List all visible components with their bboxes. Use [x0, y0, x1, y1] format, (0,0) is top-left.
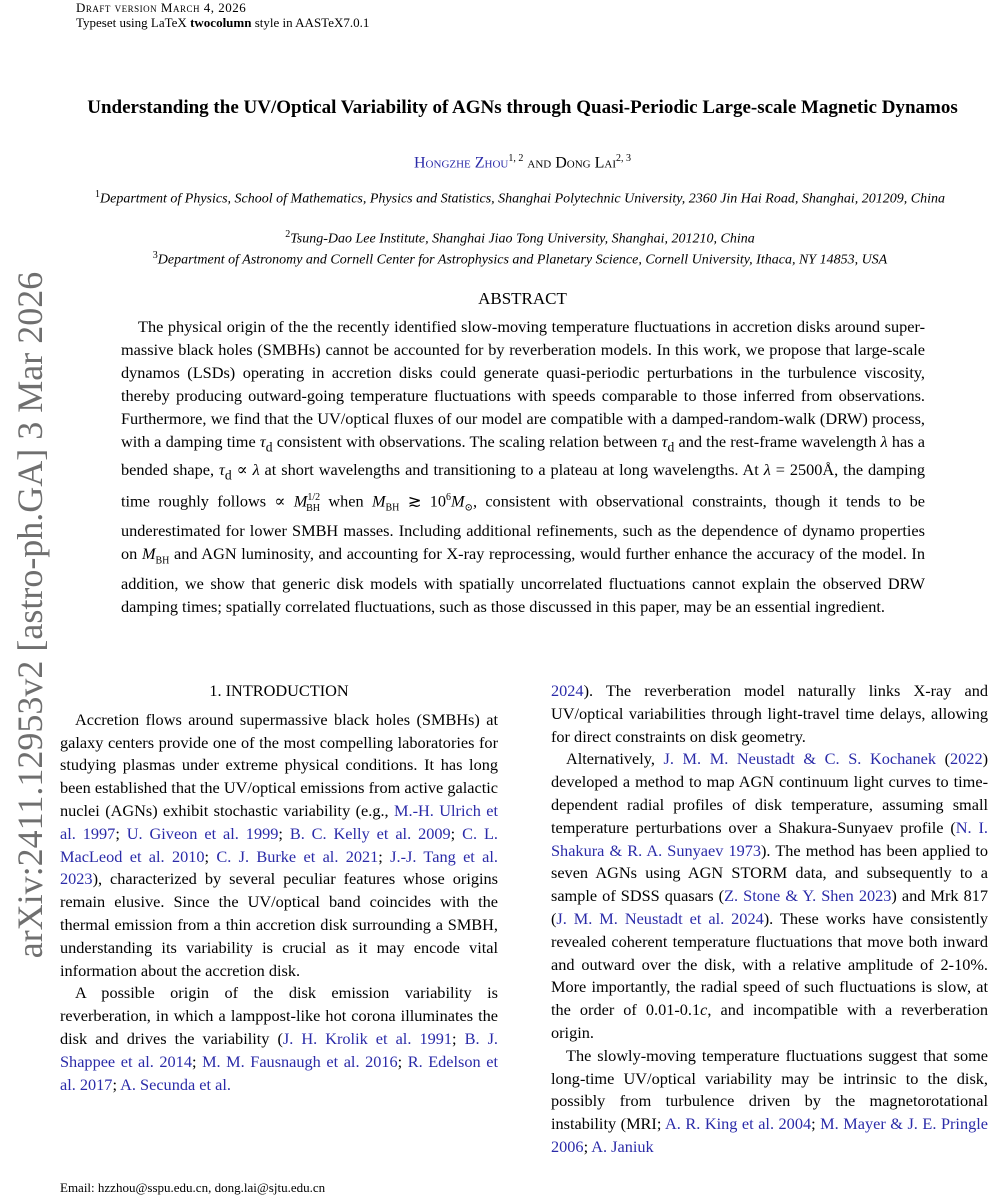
section-heading-introduction: 1. INTRODUCTION — [209, 681, 349, 700]
citation-link[interactable]: B. J. Shappee et al. 2014 — [60, 1028, 498, 1071]
citation-link[interactable]: N. I. Shakura & R. A. Sunyaev 1973 — [551, 817, 989, 860]
citation-link[interactable]: Z. Stone & Y. Shen 2023 — [724, 886, 892, 906]
abstract-heading: ABSTRACT — [478, 289, 567, 308]
citation-link[interactable]: J. H. Krolik et al. 1991 — [282, 1028, 453, 1048]
citation-link[interactable]: U. Giveon et al. 1999 — [126, 823, 279, 843]
abstract-body: The physical origin of the the recently identified slow-moving temperature fluctuations in accretion disks around super-massive black holes (SMBHs) cannot be accounted for by reverberation models. In this work, we propose that large-scale dynamos (LSDs) operating in accretion disks could generate quasi-periodic perturbations in the turbulence viscosity, thereby producing outward-going temperature fluctuations with speeds comparable to those inferred from observations. Furthermore, we find that the UV/optical fluxes of our model are compatible with a damped-random-walk (DRW) process, with a damping time $\tau_d$ consistent with observations. The scaling relation between $\tau_d$ and the rest-frame wavelength λ has a bended shape, $\tau_d \propto \lambda$ at short wavelengths and transitioning to a plateau at long wavelengths. At λ = 2500Å, the damping time roughly follows ∝ $M^{1/2}_{BH}$ when $M_{BH}$ ≳ $10^6M_⊙$, consistent with observational constraints, though it tends to be underestimated for lower SMBH masses. Including additional refinements, such as the dependence of dynamo properties on $M_{BH}$ and AGN luminosity, and accounting for X-ray reprocessing, would further enhance the accuracy of the model. In addition, we show that generic disk models with spatially uncorrelated fluctuations cannot explain the observed DRW damping times; spatially correlated fluctuations, such as those discussed in this paper, may be an essential ingredient. — [121, 317, 925, 617]
author-name: Dong Lai — [555, 154, 616, 172]
citation-link[interactable]: A. R. King et al. 2004 — [665, 1114, 812, 1134]
affiliation-3: $^3$Department of Astronomy and Cornell Center for Astrophysics and Planetary Science, Cornell University, Ithaca, NY 14853, USA — [152, 250, 888, 268]
citation-link[interactable]: J. M. M. Neustadt et al. 2024 — [556, 908, 764, 928]
citation-link[interactable]: J. M. M. Neustadt & C. S. Kochanek — [663, 749, 936, 769]
intro-paragraph-2-continued: 2024). The reverberation model naturally links X-ray and UV/optical variabilities through light-travel time delays, allowing for direct constraints on disk geometry. — [551, 681, 988, 746]
intro-paragraph-1: Accretion flows around supermassive black holes (SMBHs) at galaxy centers provide one of the most compelling laboratories for studying plasmas under extreme physical conditions. It has long been established that the UV/optical emissions from active galactic nuclei (AGNs) exhibit stochastic variability (e.g., M.-H. Ulrich et al. 1997; U. Giveon et al. 1999; B. C. Kelly et al. 2009; C. L. MacLeod et al. 2010; C. J. Burke et al. 2021; J.-J. Tang et al. 2023), characterized by several peculiar features whose origins remain elusive. Since the UV/optical band coincides with the thermal emission from a thin accretion disk surrounding a SMBH, understanding its variability is crucial as it may encode vital information about the accretion disk. — [60, 709, 498, 980]
citation-link[interactable]: B. C. Kelly et al. 2009 — [289, 823, 451, 843]
citation-link[interactable]: J.-J. Tang et al. 2023 — [60, 846, 498, 889]
citation-link[interactable]: 2024 — [551, 681, 584, 700]
citation-link[interactable]: M. Mayer & J. E. Pringle 2006 — [551, 1114, 988, 1156]
author-list: Hongzhe Zhou$^{1, 2}$ and Dong Lai$^{2, 3}$ — [414, 153, 631, 172]
typeset-line: Typeset using LaTeX twocolumn style in AASTeX7.0.1 — [76, 15, 370, 30]
citation-link[interactable]: M.-H. Ulrich et al. 1997 — [60, 800, 498, 843]
author-link[interactable]: Hongzhe Zhou — [414, 154, 509, 172]
arxiv-stamp: arXiv:2411.12953v2 [astro-ph.GA] 3 Mar 2026 — [10, 271, 50, 959]
affiliation-2: $^2$Tsung-Dao Lee Institute, Shanghai Jiao Tong University, Shanghai, 201210, China — [285, 229, 755, 247]
draft-header — [76, 0, 369, 30]
intro-paragraph-4: The slowly-moving temperature fluctuations suggest that some long-time UV/optical variability may be intrinsic to the disk, possibly from turbulence driven by the magnetorotational instability (MRI; A. R. King et al. 2004; M. Mayer & J. E. Pringle 2006; A. Janiuk — [551, 1045, 988, 1156]
affiliation-1: $^1$Department of Physics, School of Mathematics, Physics and Statistics, Shanghai Polytechnic University, 2360 Jin Hai Road, Shanghai, 201209, China — [95, 189, 945, 207]
footnote-email: Email: hzzhou@sspu.edu.cn, dong.lai@sjtu.edu.cn — [60, 1180, 326, 1195]
citation-link[interactable]: A. Janiuk — [591, 1136, 654, 1156]
paper-title: Understanding the UV/Optical Variability of AGNs through Quasi-Periodic Large-scale Magnetic Dynamos — [87, 97, 958, 118]
intro-paragraph-2: A possible origin of the disk emission variability is reverberation, in which a lamppost-like hot corona illuminates the disk and drives the variability (J. H. Krolik et al. 1991; B. J. Shappee et al. 2014; M. M. Fausnaugh et al. 2016; R. Edelson et al. 2017; A. Secunda et al. — [60, 983, 498, 1094]
right-column — [551, 680, 988, 1159]
intro-paragraph-3: Alternatively, J. M. M. Neustadt & C. S. Kochanek (2022) developed a method to map AGN continuum light curves to time-dependent radial profiles of disk temperature, assuming small temperature perturbations over a Shakura-Sunyaev profile (N. I. Shakura & R. A. Sunyaev 1973). The method has been applied to seven AGNs using AGN STORM data, and subsequently to a sample of SDSS quasars (Z. Stone & Y. Shen 2023) and Mrk 817 (J. M. M. Neustadt et al. 2024). These works have consistently revealed coherent temperature fluctuations that move both inward and outward over the disk, with a relative amplitude of 2-10%. More importantly, the radial speed of such fluctuations is slow, at the order of 0.01-0.1c, and incompatible with a reverberation origin. — [551, 749, 989, 1042]
citation-link[interactable]: M. M. Fausnaugh et al. 2016 — [202, 1051, 398, 1071]
citation-link[interactable]: C. J. Burke et al. 2021 — [216, 846, 379, 866]
left-column — [60, 680, 498, 1096]
draft-version: Draft version March 4, 2026 — [76, 0, 247, 15]
citation-link[interactable]: A. Secunda et al. — [120, 1074, 231, 1094]
latex-logo: LaTeX — [150, 15, 187, 30]
citation-link[interactable]: R. Edelson et al. 2017 — [60, 1051, 498, 1094]
citation-link[interactable]: 2022 — [950, 749, 983, 769]
citation-link[interactable]: C. L. MacLeod et al. 2010 — [60, 823, 498, 866]
